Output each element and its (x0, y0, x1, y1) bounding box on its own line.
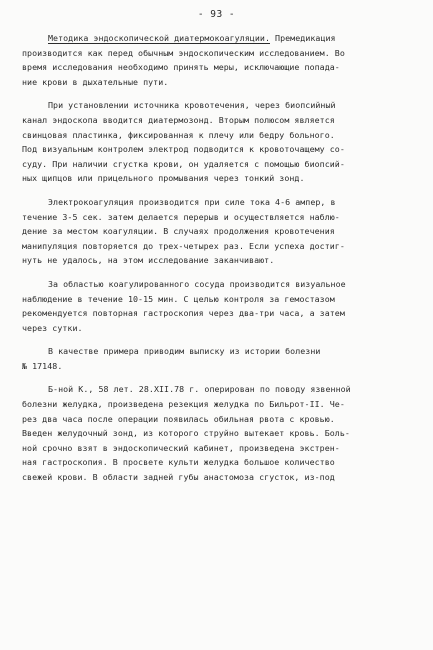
text-line: ная гастроскопия. В просвете культи желудка большое количество (22, 457, 335, 468)
text-line: Электрокоагуляция производится при силе тока 4-6 ампер, в (48, 196, 336, 207)
text-line: В качестве примера приводим выписку из истории болезни (48, 346, 321, 357)
page-number: - 93 - (197, 9, 236, 20)
text-run: Премедикация (270, 33, 336, 43)
text-line: через сутки. (22, 322, 83, 333)
paragraph-example-intro (22, 344, 414, 373)
section-heading: Методика эндоскопической диатермокоагуляции. (48, 33, 270, 43)
text-line: дение за местом коагуляции. В случаях продолжения кровотечения (22, 226, 335, 237)
paragraph-observation (22, 277, 414, 335)
text-line: канал эндоскопа вводится диатермозонд. Вторым полюсом является (22, 114, 335, 125)
text-line: За областью коагулированного сосуда производится визуальное (48, 278, 346, 289)
text-line: болезни желудка, произведена резекция желудка по Бильрот-II. Че- (22, 399, 345, 410)
text-line: течение 3-5 сек. затем делается перерыв и осуществляется наблю- (22, 211, 340, 222)
text-line: При установлении источника кровотечения, через биопсийный (48, 100, 336, 111)
text-line: свинцовая пластинка, фиксированная к плечу или бедру больного. (22, 129, 335, 140)
text-line: время исследования необходимо принять меры, исключающие попада- (22, 62, 340, 73)
text-line: ных щипцов или прицельного промывания через тонкий зонд. (22, 173, 305, 184)
text-line: рекомендуется повторная гастроскопия через два-три часа, а затем (22, 308, 345, 319)
text-line: рез два часа после операции появилась обильная рвота с кровью. (22, 413, 335, 424)
text-line: производится как перед обычным эндоскопическим исследованием. Во (22, 47, 345, 58)
text-line: Под визуальным контролем электрод подводится к кровоточащему со- (22, 144, 345, 155)
text-line: свежей крови. В области задней губы анастомоза сгусток, из-под (22, 472, 335, 483)
document-body (22, 31, 414, 494)
paragraph-electrode (22, 98, 414, 186)
text-line: ной срочно взят в эндоскопический кабинет, произведена экстрен- (22, 442, 340, 453)
text-line: суду. При наличии сгустка крови, он удаляется с помощью биопсий- (22, 158, 345, 169)
paragraph-case-history (22, 382, 414, 484)
text-line: нуть не удалось, на этом исследование заканчивают. (22, 255, 275, 266)
text-line: манипуляция повторяется до трех-четырех раз. Если успеха достиг- (22, 240, 345, 251)
text-line: № 17148. (22, 360, 63, 371)
text-line: ние крови в дыхательные пути. (22, 76, 169, 87)
text-line: Введен желудочный зонд, из которого струйно вытекает кровь. Боль- (22, 428, 350, 439)
text-line (22, 31, 414, 46)
paragraph-coagulation (22, 195, 414, 268)
text-line: наблюдение в течение 10-15 мин. С целью контроля за гемостазом (22, 293, 335, 304)
text-line: Б-ной К., 58 лет. 28.XII.78 г. оперирован по поводу язвенной (48, 384, 351, 395)
paragraph-method (22, 31, 414, 89)
